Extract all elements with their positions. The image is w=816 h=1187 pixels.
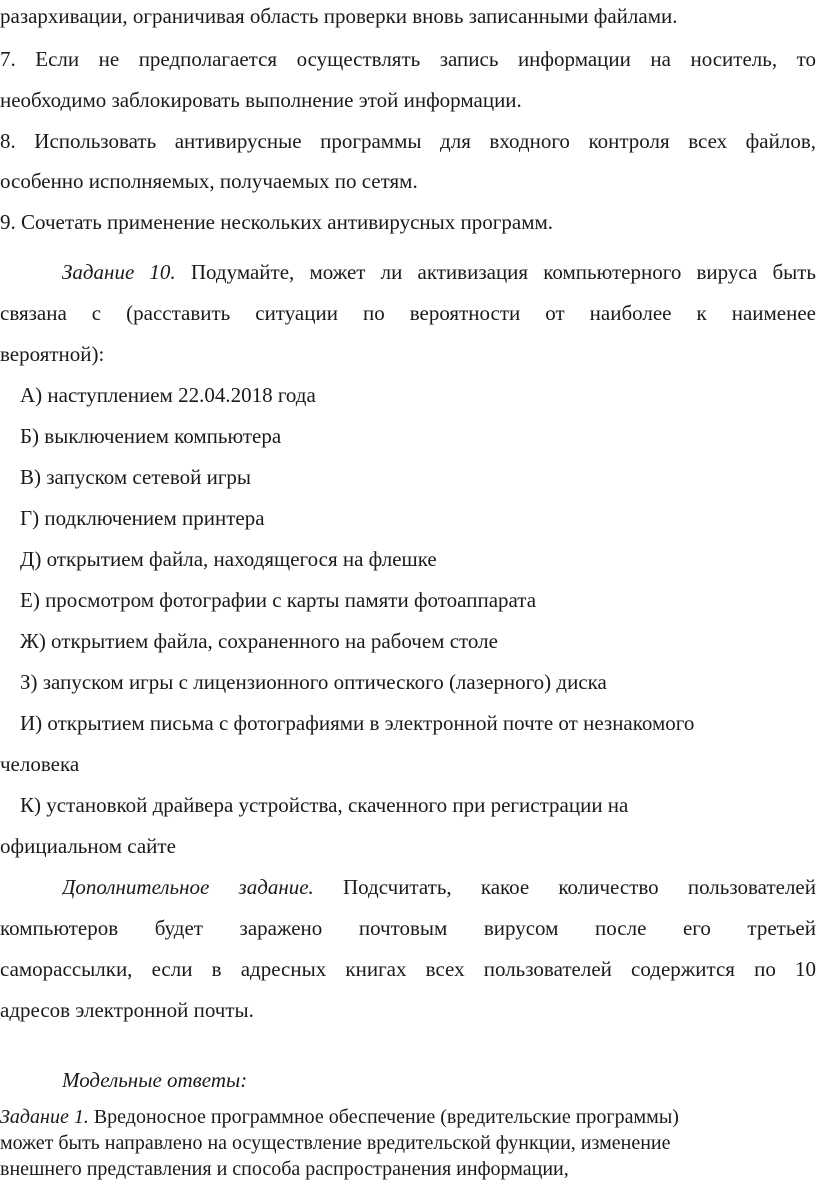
extra-task-text: Подсчитать, какое количество пользователей (313, 875, 816, 899)
task-10-label: Задание 10. (62, 260, 176, 284)
answer-1-text: Вредоносное программное обеспечение (вредительские программы) (88, 1106, 679, 1128)
answer-1-line-1 (0, 1106, 816, 1128)
rule-8-line-2: особенно исполняемых, получаемых по сетям. (0, 169, 418, 193)
option-i: И) открытием письма с фотографиями в электронной почте от незнакомого (20, 711, 695, 735)
rule-7-line-1: 7. Если не предполагается осуществлять запись информации на носитель, то (0, 47, 816, 71)
option-b: Б) выключением компьютера (20, 424, 282, 448)
model-answers-heading: Модельные ответы: (62, 1068, 248, 1092)
task-10-line-2: связана с (расставить ситуации по вероятности от наиболее к наименее (0, 301, 816, 325)
option-a: А) наступлением 22.04.2018 года (20, 383, 316, 407)
extra-task-line-4: адресов электронной почты. (0, 998, 254, 1022)
option-zh: Ж) открытием файла, сохраненного на рабочем столе (20, 629, 498, 653)
option-z: З) запуском игры с лицензионного оптического (лазерного) диска (20, 670, 607, 694)
extra-task-label: Дополнительное задание. (62, 875, 314, 899)
option-v: В) запуском сетевой игры (20, 465, 252, 489)
option-k: К) установкой драйвера устройства, скаченного при регистрации на (20, 793, 629, 817)
extra-task-line-3: саморассылки, если в адресных книгах всех пользователей содержится по 10 (0, 957, 816, 981)
option-k-continuation: официальном сайте (0, 834, 176, 858)
rule-8-line-1: 8. Использовать антивирусные программы для входного контроля всех файлов, (0, 129, 816, 153)
paragraph-line: разархивации, ограничивая область проверки вновь записанными файлами. (0, 4, 678, 28)
option-d: Д) открытием файла, находящегося на флешке (20, 547, 437, 571)
task-10-line-3: вероятной): (0, 342, 105, 366)
answer-1-line-2: может быть направлено на осуществление вредительской функции, изменение (0, 1132, 671, 1154)
task-10-text: Подумайте, может ли активизация компьютерного вируса быть (175, 260, 816, 284)
option-e: Е) просмотром фотографии с карты памяти фотоаппарата (20, 588, 537, 612)
extra-task-line-2: компьютеров будет заражено почтовым вирусом после его третьей (0, 916, 816, 940)
option-i-continuation: человека (0, 752, 80, 776)
answer-1-label: Задание 1. (0, 1106, 89, 1128)
answer-1-line-3: внешнего представления и способа распространения информации, (0, 1158, 569, 1180)
rule-7-line-2: необходимо заблокировать выполнение этой информации. (0, 88, 522, 112)
extra-task-line-1 (62, 873, 816, 901)
task-10-line-1 (62, 258, 816, 286)
rule-9-line: 9. Сочетать применение нескольких антивирусных программ. (0, 210, 554, 234)
option-g: Г) подключением принтера (20, 506, 265, 530)
